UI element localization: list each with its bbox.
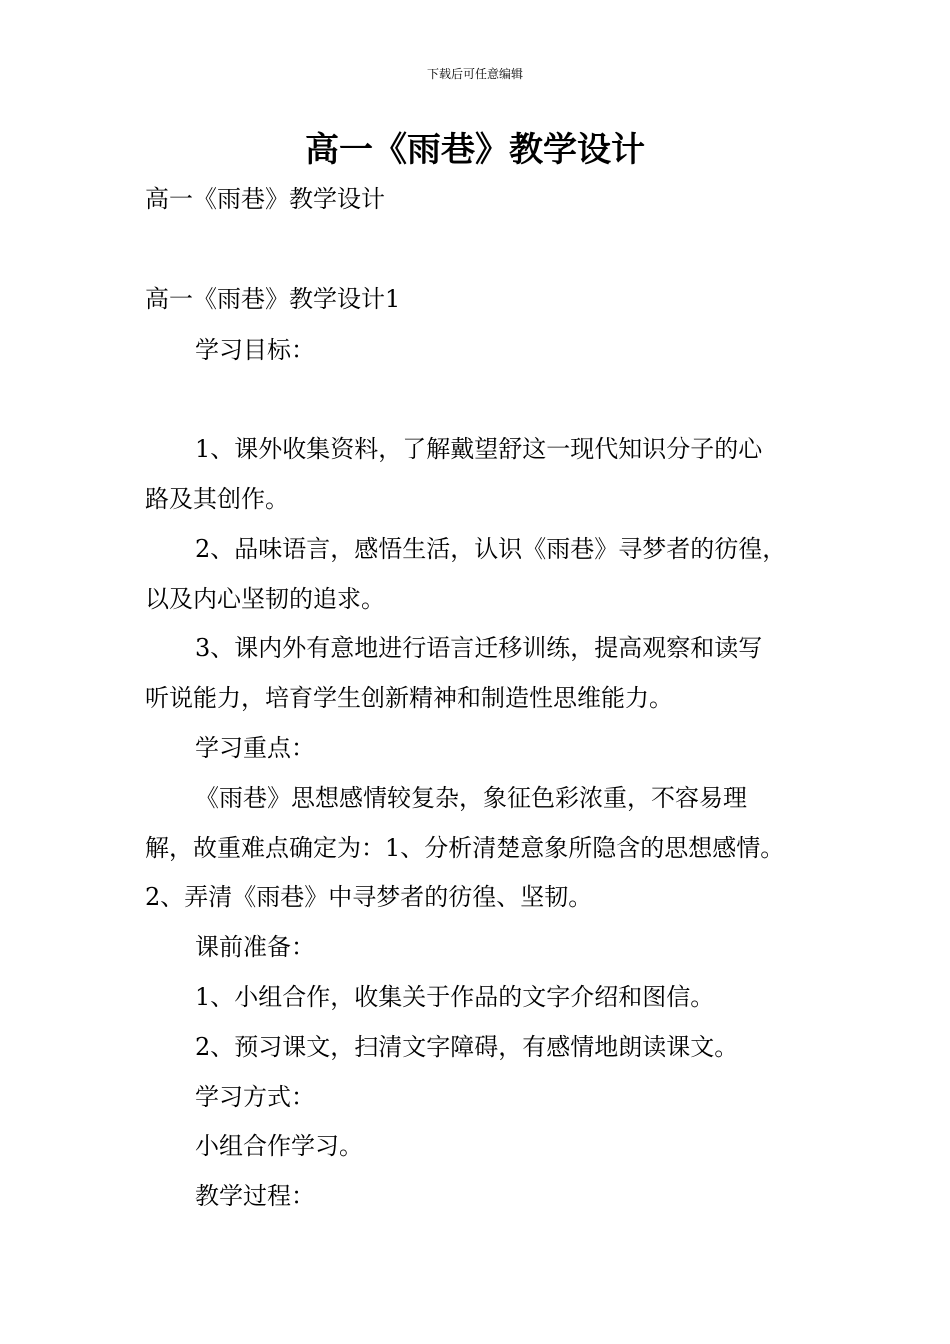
learning-goals-heading: 学习目标： (195, 336, 315, 364)
key-points-line-3: 2、弄清《雨巷》中寻梦者的彷徨、坚韧。 (145, 883, 593, 911)
preparation-item-1: 1、小组合作，收集关于作品的文字介绍和图信。 (195, 983, 715, 1011)
preparation-heading: 课前准备： (195, 933, 315, 961)
section-heading: 高一《雨巷》教学设计1 (145, 285, 401, 313)
key-points-line-1: 《雨巷》思想感情较复杂，象征色彩浓重，不容易理 (195, 784, 747, 812)
goal-2-line-1: 2、品味语言，感悟生活，认识《雨巷》寻梦者的彷徨， (195, 535, 787, 563)
goal-2-line-2: 以及内心坚韧的追求。 (145, 585, 385, 613)
page-header-note: 下载后可任意编辑 (426, 67, 523, 81)
learning-method-heading: 学习方式： (195, 1083, 315, 1111)
key-points-heading: 学习重点： (195, 734, 315, 762)
document-title: 高一《雨巷》教学设计 (305, 130, 645, 170)
learning-method-text: 小组合作学习。 (195, 1132, 363, 1160)
subtitle-line: 高一《雨巷》教学设计 (145, 185, 385, 213)
goal-3-line-2: 听说能力，培育学生创新精神和制造性思维能力。 (145, 684, 673, 712)
teaching-process-heading: 教学过程： (195, 1182, 315, 1210)
goal-1-line-2: 路及其创作。 (145, 485, 289, 513)
goal-3-line-1: 3、课内外有意地进行语言迁移训练，提高观察和读写 (195, 634, 763, 662)
goal-1-line-1: 1、课外收集资料，了解戴望舒这一现代知识分子的心 (195, 435, 763, 463)
key-points-line-2: 解，故重难点确定为：1、分析清楚意象所隐含的思想感情。 (145, 834, 785, 862)
preparation-item-2: 2、预习课文，扫清文字障碍，有感情地朗读课文。 (195, 1033, 739, 1061)
